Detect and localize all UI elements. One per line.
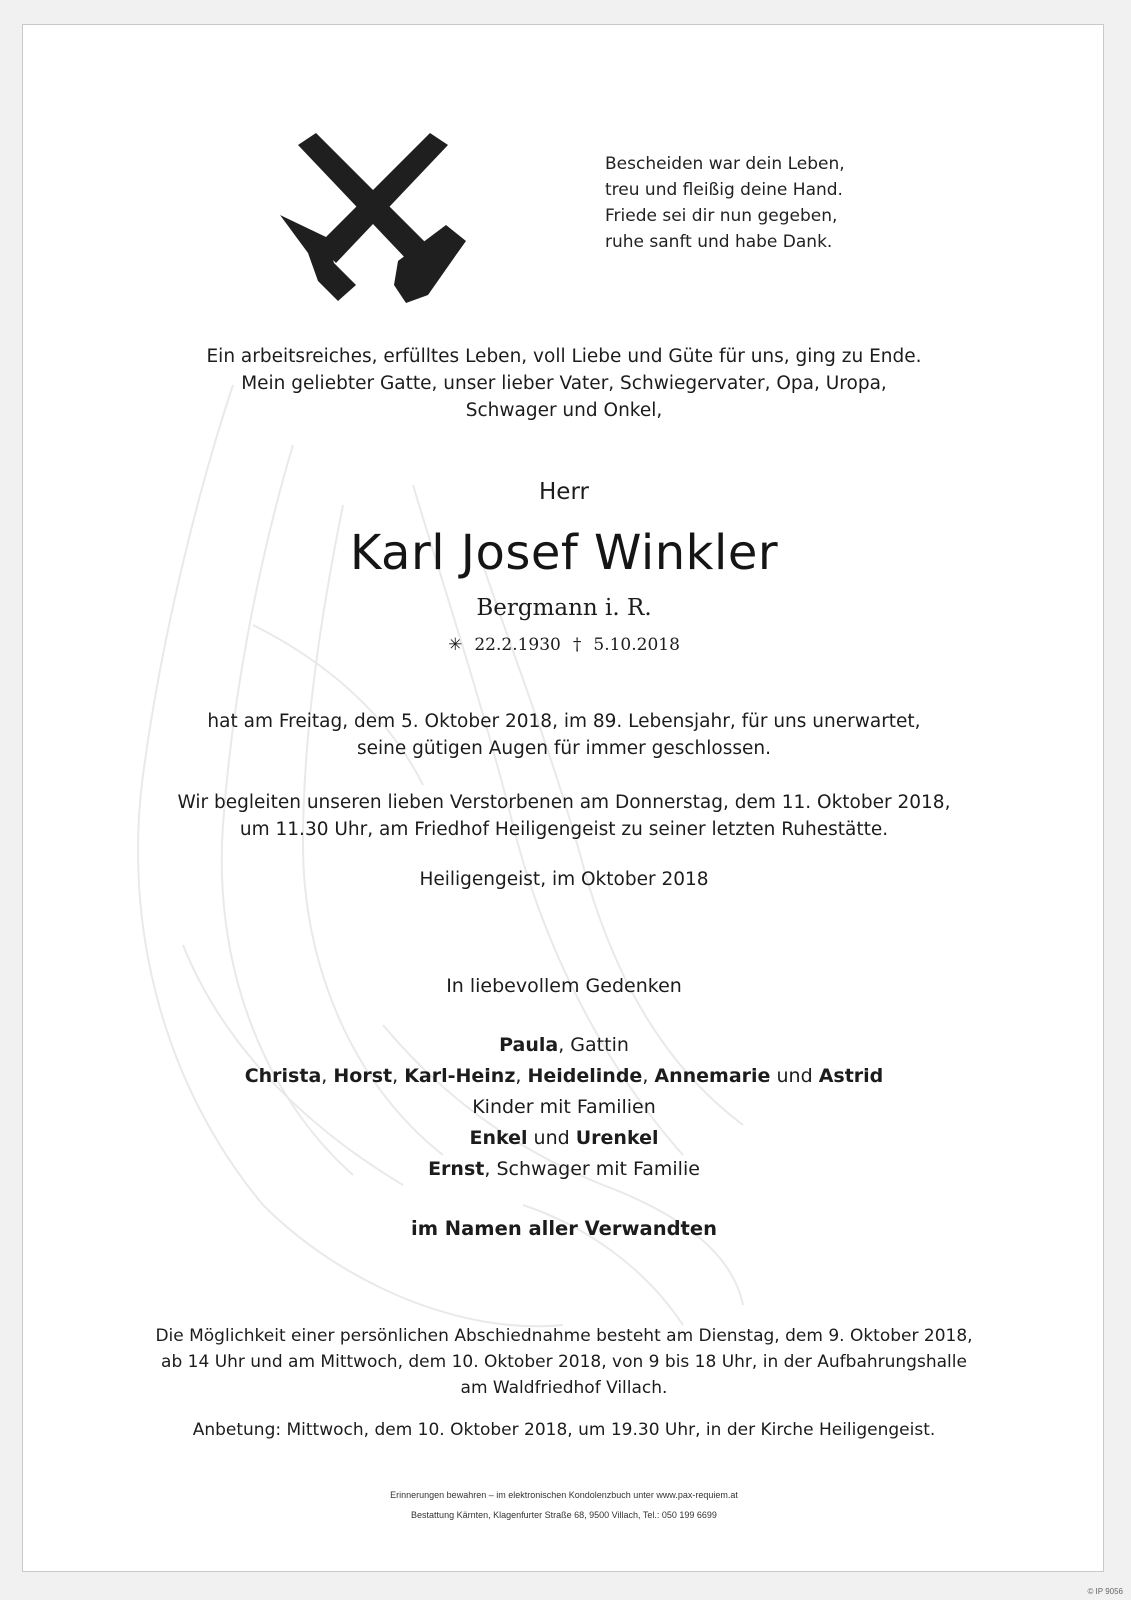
passing-line: seine gütigen Augen für immer geschlossen. bbox=[356, 738, 771, 759]
memory-line: In liebevollem Gedenken bbox=[446, 975, 682, 997]
footer-line: Bestattung Kärnten, Klagenfurter Straße 68, 9500 Villach, Tel.: 050 199 6699 bbox=[411, 1510, 717, 1520]
footer bbox=[23, 1485, 1104, 1525]
poem bbox=[605, 151, 845, 255]
intro-line: Ein arbeitsreiches, erfülltes Leben, voll Liebe und Güte für uns, ging zu Ende. bbox=[206, 346, 922, 367]
funeral-line: um 11.30 Uhr, am Friedhof Heiligengeist zu seiner letzten Ruhestätte. bbox=[239, 819, 889, 840]
signer-paula: Paula, Gattin bbox=[499, 1034, 629, 1056]
adoration-text: Anbetung: Mittwoch, dem 10. Oktober 2018, um 19.30 Uhr, in der Kirche Heiligengeist. bbox=[192, 1420, 936, 1440]
intro-line: Mein geliebter Gatte, unser lieber Vater, Schwiegervater, Opa, Uropa, bbox=[241, 373, 887, 394]
birth-date: 22.2.1930 bbox=[474, 635, 561, 655]
salutation: Herr bbox=[539, 479, 589, 505]
children-role: Kinder mit Familien bbox=[472, 1096, 656, 1118]
signer-children: Christa, Horst, Karl-Heinz, Heidelinde, Annemarie und Astrid bbox=[244, 1065, 884, 1087]
passing-text bbox=[23, 708, 1104, 762]
signer-grandchildren: Enkel und Urenkel bbox=[469, 1127, 659, 1149]
viewing-line: Die Möglichkeit einer persönlichen Abschiednahme besteht am Dienstag, dem 9. Oktober 2018, bbox=[155, 1326, 973, 1346]
poem-line: Friede sei dir nun gegeben, bbox=[605, 206, 838, 226]
funeral-text bbox=[23, 789, 1104, 843]
passing-line: hat am Freitag, dem 5. Oktober 2018, im 89. Lebensjahr, für uns unerwartet, bbox=[207, 711, 921, 732]
obituary-sheet bbox=[22, 24, 1104, 1572]
intro-text bbox=[23, 343, 1104, 424]
footer-line: Erinnerungen bewahren – im elektronischen Kondolenzbuch unter www.pax-requiem.at bbox=[390, 1490, 738, 1500]
viewing-text bbox=[23, 1323, 1104, 1401]
death-date: 5.10.2018 bbox=[593, 635, 680, 655]
funeral-line: Wir begleiten unseren lieben Verstorbenen am Donnerstag, dem 11. Oktober 2018, bbox=[177, 792, 951, 813]
birth-symbol: ✳ bbox=[448, 635, 463, 655]
viewing-line: ab 14 Uhr und am Mittwoch, dem 10. Oktober 2018, von 9 bis 18 Uhr, in der Aufbahrungshalle bbox=[161, 1352, 967, 1372]
deceased-title: Bergmann i. R. bbox=[476, 595, 652, 621]
viewing-line: am Waldfriedhof Villach. bbox=[460, 1378, 668, 1398]
crossed-hammers-icon bbox=[278, 125, 468, 305]
place-date: Heiligengeist, im Oktober 2018 bbox=[419, 869, 709, 890]
poem-line: ruhe sanft und habe Dank. bbox=[605, 232, 833, 252]
poem-line: treu und fleißig deine Hand. bbox=[605, 180, 843, 200]
signer-ernst: Ernst, Schwager mit Familie bbox=[428, 1158, 700, 1180]
corner-code: © IP 9056 bbox=[1087, 1587, 1123, 1596]
death-symbol: † bbox=[572, 635, 582, 655]
signers bbox=[23, 1030, 1104, 1185]
poem-line: Bescheiden war dein Leben, bbox=[605, 154, 845, 174]
deceased-name: Karl Josef Winkler bbox=[349, 525, 779, 581]
life-dates bbox=[23, 635, 1104, 655]
on-behalf: im Namen aller Verwandten bbox=[411, 1217, 717, 1240]
intro-line: Schwager und Onkel, bbox=[465, 400, 663, 421]
